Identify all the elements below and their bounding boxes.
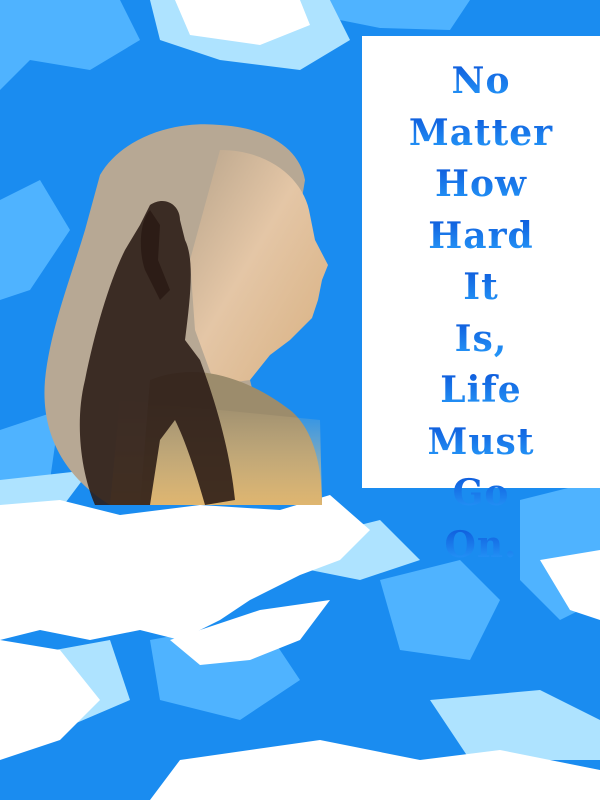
- quote-line: Life: [362, 365, 600, 417]
- quote-text: [362, 56, 600, 571]
- quote-line: Must: [362, 417, 600, 469]
- quote-line: No: [362, 56, 600, 108]
- quote-line: Hard: [362, 211, 600, 263]
- quote-line: Is,: [362, 314, 600, 366]
- quote-line: Go: [362, 468, 600, 520]
- quote-line: It: [362, 262, 600, 314]
- quote-line: On.: [362, 520, 600, 572]
- quote-line: How: [362, 159, 600, 211]
- quote-line: Matter: [362, 108, 600, 160]
